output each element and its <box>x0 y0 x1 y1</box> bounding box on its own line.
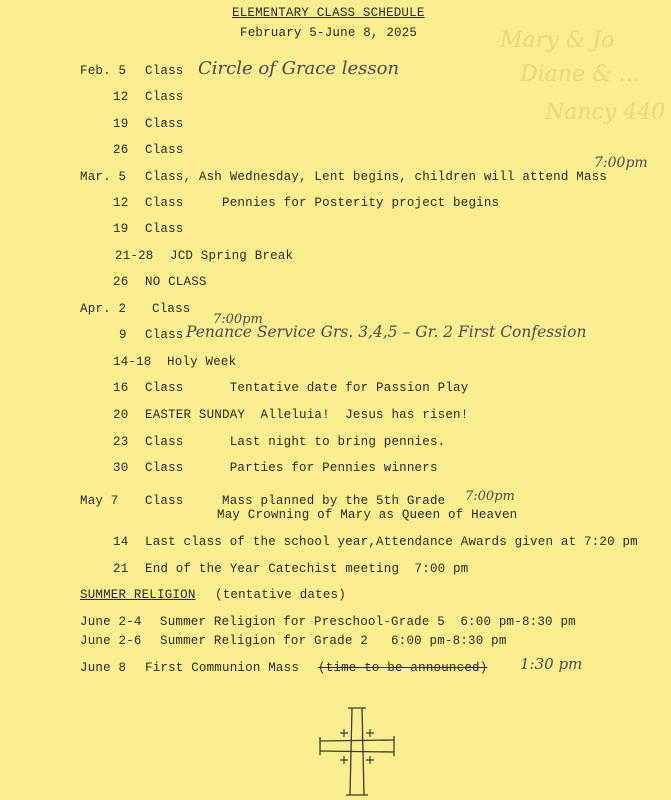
handwritten-time: 1:30 pm <box>520 655 583 673</box>
handwritten-note: Penance Service Grs. 3,4,5 – Gr. 2 First Confession <box>186 323 587 341</box>
row-text: Class <box>145 90 184 104</box>
row-date: 16 <box>113 381 129 395</box>
handwritten-note: Circle of Grace lesson <box>198 58 400 79</box>
date-range: February 5-June 8, 2025 <box>240 26 418 40</box>
row-date: 21-28 <box>115 249 154 263</box>
row-text: EASTER SUNDAY Alleluia! Jesus has risen! <box>145 408 469 422</box>
row-text: Class <box>145 143 184 157</box>
row-date: 26 <box>113 275 129 289</box>
struck-time-note: (time to be announced) <box>318 661 488 675</box>
row-date: Mar. 5 <box>80 170 127 184</box>
summer-date: June 2-4 <box>80 615 142 629</box>
handwritten-time: 7:00pm <box>594 155 648 171</box>
row-text: Class Last night to bring pennies. <box>145 435 446 449</box>
row-text: Class Parties for Pennies winners <box>145 461 438 475</box>
row-text: Class <box>152 302 191 316</box>
row-text: End of the Year Catechist meeting 7:00 pm <box>145 562 469 576</box>
row-text: Class Pennies for Posterity project begins <box>145 196 500 210</box>
cross-icon <box>312 700 402 800</box>
row-date: 30 <box>113 461 129 475</box>
row-text: Class <box>145 328 184 342</box>
summer-text: Summer Religion for Preschool-Grade 5 6:00 pm-8:30 pm <box>160 615 576 629</box>
row-date: 9 <box>119 328 127 342</box>
row-text: Class <box>145 64 184 78</box>
summer-text: Summer Religion for Grade 2 6:00 pm-8:30 pm <box>160 634 507 648</box>
row-text: Class <box>145 117 184 131</box>
row-text: Class, Ash Wednesday, Lent begins, children will attend Mass <box>145 170 608 184</box>
summer-text: First Communion Mass <box>145 661 300 675</box>
row-text: Class Tentative date for Passion Play <box>145 381 469 395</box>
row-date: 14-18 <box>113 355 152 369</box>
row-date: Apr. 2 <box>80 302 127 316</box>
row-date: 20 <box>113 408 129 422</box>
row-date: May 7 <box>80 494 119 508</box>
row-date: 14 <box>113 535 129 549</box>
row-text: Last class of the school year,Attendance Awards given at 7:20 pm <box>145 535 638 549</box>
handwritten-time: 7:00pm <box>465 489 515 504</box>
row-date: 19 <box>113 222 129 236</box>
row-text-continued: May Crowning of Mary as Queen of Heaven <box>217 508 518 522</box>
row-text: Holy Week <box>167 355 237 369</box>
row-date: 19 <box>113 117 129 131</box>
row-text: JCD Spring Break <box>170 249 294 263</box>
row-date: 26 <box>113 143 129 157</box>
summer-date: June 2-6 <box>80 634 142 648</box>
summer-date: June 8 <box>80 661 127 675</box>
row-date: 23 <box>113 435 129 449</box>
row-date: 21 <box>113 562 129 576</box>
summer-note: (tentative dates) <box>215 588 346 602</box>
row-text: Class <box>145 222 184 236</box>
row-text: NO CLASS <box>145 275 207 289</box>
row-date: 12 <box>113 196 129 210</box>
summer-heading: SUMMER RELIGION <box>80 588 196 602</box>
row-date: Feb. 5 <box>80 64 127 78</box>
row-date: 12 <box>113 90 129 104</box>
page-title: ELEMENTARY CLASS SCHEDULE <box>232 6 425 20</box>
handwritten-time: 7:00pm <box>213 312 263 327</box>
row-text: Class Mass planned by the 5th Grade <box>145 494 446 508</box>
